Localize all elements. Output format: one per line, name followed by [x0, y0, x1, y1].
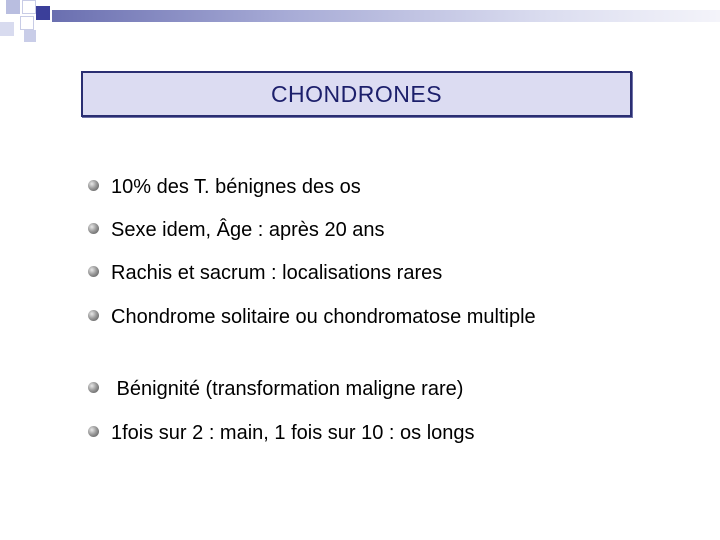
bullet-dot-icon [88, 426, 99, 437]
bullet-text: 10% des T. bénignes des os [111, 176, 361, 198]
bullet-item [88, 374, 698, 404]
bullet-text: 1fois sur 2 : main, 1 fois sur 10 : os longs [111, 422, 475, 444]
bullet-dot-icon [88, 310, 99, 321]
slide-title: CHONDRONES [270, 80, 443, 107]
bullet-item [88, 418, 698, 448]
bullet-item [88, 258, 698, 288]
bullet-text: Chondrome solitaire ou chondromatose multiple [111, 306, 536, 328]
bullet-item [88, 302, 588, 332]
bullet-dot-icon [88, 382, 99, 393]
bullet-text: Sexe idem, Âge : après 20 ans [111, 219, 385, 241]
bullet-item [88, 215, 698, 245]
bullet-item [88, 172, 698, 202]
bullet-dot-icon [88, 180, 99, 191]
bullet-dot-icon [88, 223, 99, 234]
bullet-dot-icon [88, 266, 99, 277]
bullet-text: Rachis et sacrum : localisations rares [111, 262, 443, 284]
bullet-text: Bénignité (transformation maligne rare) [111, 378, 464, 400]
